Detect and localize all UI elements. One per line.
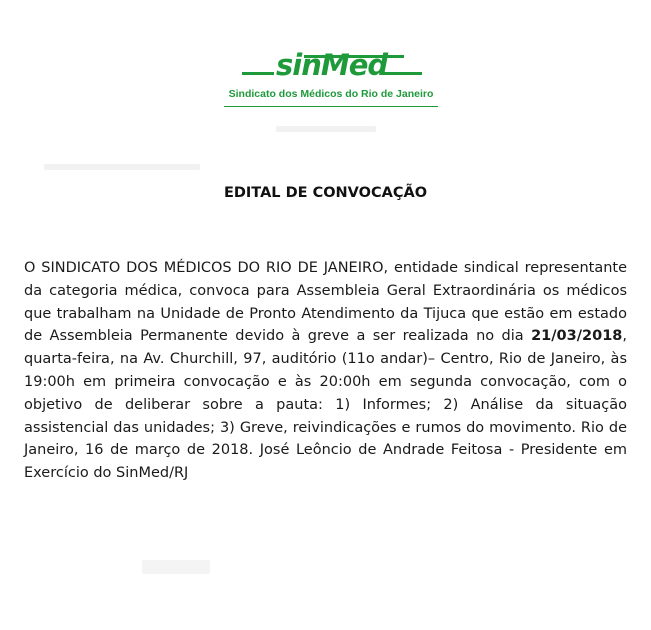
logo-subtitle: Sindicato dos Médicos do Rio de Janeiro xyxy=(228,88,434,100)
logo-underline xyxy=(224,106,438,107)
faded-text-mark xyxy=(142,560,210,574)
notice-title: EDITAL DE CONVOCAÇÃO xyxy=(223,185,428,201)
faded-text-mark xyxy=(44,164,200,170)
notice-body-intro: O SINDICATO DOS MÉDICOS DO RIO DE JANEIRO, entidade sindical representante da categoria médica, convoca para Assembleia Geral Extraordinária os médicos que trabalham na Unidade de Pronto Atendimento da Tijuca que estão em estado de Assembleia Permanente devido à greve a ser realizada no dia xyxy=(24,260,627,345)
meeting-date: 21/03/2018 xyxy=(531,328,623,345)
logo-line-left xyxy=(242,72,274,75)
logo-wordmark: sinMed xyxy=(276,48,388,82)
sinmed-logo xyxy=(224,50,438,112)
notice-body xyxy=(24,257,627,485)
faded-text-mark xyxy=(276,126,376,132)
sinmed-logo-mark xyxy=(242,50,422,86)
notice-body-details: , quarta-feira, na Av. Churchill, 97, auditório (11o andar)– Centro, Rio de Janeiro, às 19:00h em primeira convocação e às 20:00h em segunda convocação, com o objetivo de deliberar sobre a pauta: 1) Informes; 2) Análise da situação assistencial das unidades; 3) Greve, reivindicações e rumos do movimento. Rio de Janeiro, 16 de março de 2018. José Leôncio de Andrade Feitosa - Presidente em Exercício do SinMed/RJ xyxy=(24,328,627,482)
